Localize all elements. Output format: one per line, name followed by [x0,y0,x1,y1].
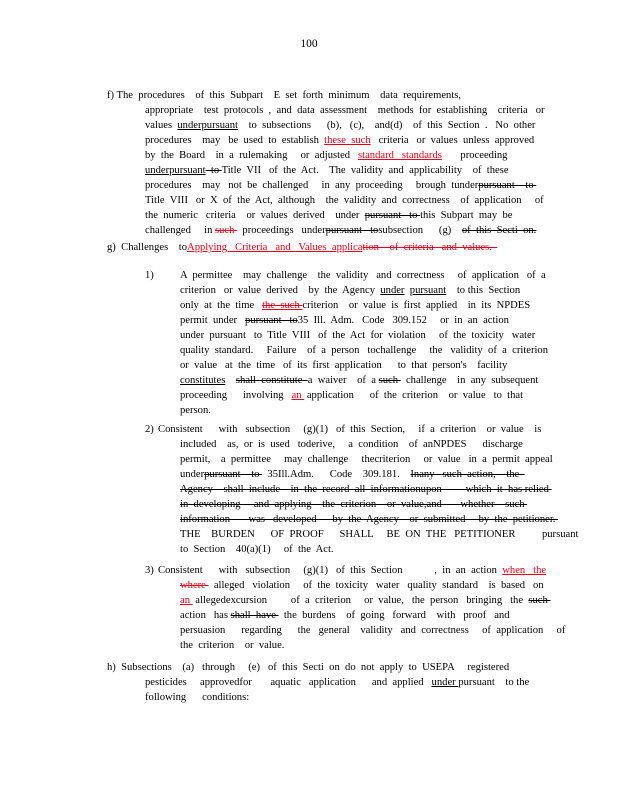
deleted-text: to [205,165,222,176]
deleted-text: shall constitute [235,375,308,386]
edited-text: the such [262,300,303,311]
deleted-text: such [528,595,551,606]
item-g1-line: A permittee may challenge the validity and correctness of application of a [180,270,546,281]
inserted-text: an [180,595,193,606]
deleted-text: Agency shall include in the record all informationupon which it has relied [180,484,552,495]
page-number: 100 [300,38,318,50]
item-g1-line: permit under pursuant to35 Ill. Adm. Code 309.152 or in an action [180,315,509,326]
section-f-label: f) The [107,90,133,101]
section-h-line: pesticides approvedfor aquatic application and applied under pursuant to the [145,677,530,688]
item-g1-line: only at the time the such criterion or value is first applied in its NPDES [180,300,531,311]
section-g-heading: g) Challenges toApplying Criteria and Values application of criteria and values. [107,242,498,253]
section-h-first-line: h) Subsections (a) through (e) of this Secti on do not apply to USEPA registered [107,662,510,673]
item-g2-line: THE BURDEN OF PROOF SHALL BE ON THE PETITIONER pursuant [180,529,579,540]
item-g3-line: persuasion regarding the general validity and correctness of application of [180,625,566,636]
section-f-line: procedures may not be challenged in any proceeding brough tunderpursuant to [145,180,537,191]
deleted-text: shall have [230,610,279,621]
item-g2-line [180,497,527,512]
item-g2-line [180,512,558,527]
item-g2-number: 2) [145,424,154,435]
item-g2-line: included as, or is used toderive, a condition of anNPDES discharge [180,439,523,450]
section-f-line: the numeric criteria or values derived under pursuant to this Subpart may be [145,210,513,221]
section-f-first-line: f) The procedures of this Subpart E set forth minimum data requirements, [107,90,462,101]
inserted-text: these such [324,135,371,146]
item-g2-line [180,482,552,497]
section-g-label: g) Challenges [107,242,169,253]
inserted-text: when the [502,565,547,576]
section-f-line: appropriate test protocols , and data assessment methods for establishing criteria or [145,105,545,116]
section-f-line: underpursuant to Title VII of the Act. The validity and applicability of these [145,165,509,176]
section-f-line: procedures may be used to establish these such criteria or values unless approved [145,135,535,146]
item-g3-line: action has shall have the burdens of going forward with proof and [180,610,510,621]
deleted-text: pursuant to [204,469,263,480]
item-g1-line: quality standard. Failure of a person tochallenge the validity of a criterion [180,345,549,356]
item-g2-line: underpursuant to 35Ill.Adm. Code 309.181. Inany such action, the [180,469,525,480]
item-g1-line: person. [180,405,211,416]
item-g3-line: the criterion or value. [180,640,285,651]
deleted-text: Inany such action, the [410,469,525,480]
section-h-label: h) Subsections [107,662,172,673]
deleted-text: pursuant to [245,315,298,326]
item-g1-line: proceeding involving an application of the criterion or value to that [180,390,524,401]
item-g2-line: to Section 40(a)(1) of the Act. [180,544,334,555]
deleted-text: such [215,225,238,236]
item-g2-line: permit, a permittee may challenge thecriterion or value in a permit appeal [180,454,553,465]
item-g3-line: where alleged violation of the toxicity water quality standard is based on [180,580,544,591]
item-g1-line: under pursuant to Title VIII of the Act for violation of the toxicity water [180,330,536,341]
deleted-text: pursuant to [325,225,379,236]
section-f-line: values underpursuant to subsections (b), (c), and(d) of this Section . No other [145,120,536,131]
deleted-text: tion of criteria and values. [362,242,498,253]
inserted-text: standard standards [358,150,442,161]
deleted-text: such [378,375,401,386]
deleted-text: of this Secti on. [461,225,537,236]
deleted-text: where [180,580,209,591]
item-g2-line: Consistent with subsection (g)(1) of this Section, if a criterion or value is [158,424,542,435]
item-g3-line: Consistent with subsection (g)(1) of this Section , in an action when the [158,565,547,576]
item-g1-number: 1) [145,270,154,281]
item-g1-line: criterion or value derived by the Agency under pursuant to this Section [180,285,521,296]
item-g3-line: an allegedexcursion of a criterion or value, the person bringing the such [180,595,551,606]
section-f-line: by the Board in a rulemaking or adjusted standard standards proceeding [145,150,508,161]
section-f-line: Title VIII or X of the Act, although the validity and correctness of application of [145,195,544,206]
deleted-text: pursuant to [364,210,421,221]
inserted-text: an [291,390,305,401]
deleted-text: in developing and applying the criterion or value,and whether such [180,499,528,510]
item-g1-line: constitutes shall constitute a waiver of a such challenge in any subsequent [180,375,539,386]
inserted-text: Applying Criteria and Values applica [187,242,363,253]
item-g3-number: 3) [145,565,154,576]
section-f-line: challenged in such proceedings underpursuant tosubsection (g) of this Secti on. [145,225,537,236]
deleted-text: information was developed by the Agency or submitted by the petitioner. [180,514,559,525]
item-g1-line: or value at the time of its first application to that person's facility [180,360,508,371]
section-h-line: following conditions: [145,692,250,703]
deleted-text: pursuant to [478,180,537,191]
